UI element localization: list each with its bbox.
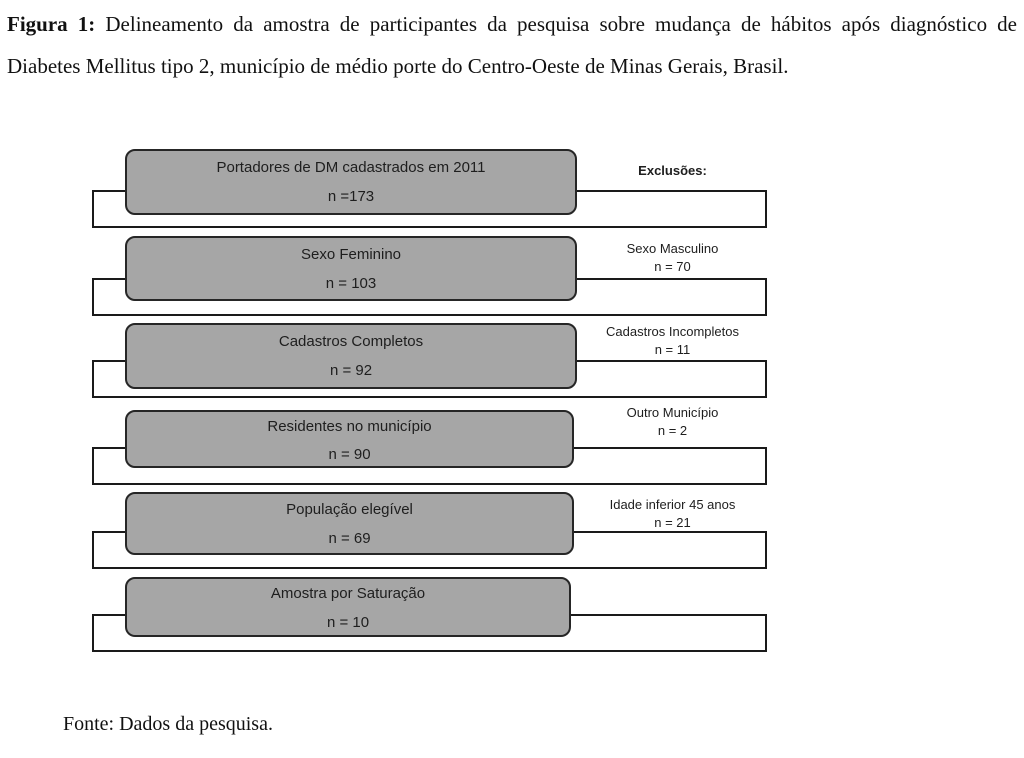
exclusion-label: Sexo Masculino <box>626 241 719 256</box>
stage-box-3 <box>125 323 577 389</box>
stage-count: n = 90 <box>328 446 371 463</box>
exclusion-note-4 <box>580 404 765 440</box>
exclusion-count: n = 70 <box>654 259 691 274</box>
stage-title: População elegível <box>286 501 413 518</box>
figure-source: Fonte: Dados da pesquisa. <box>63 713 273 735</box>
exclusion-count: n = 11 <box>654 342 691 357</box>
stage-box-2 <box>125 236 577 301</box>
stage-title: Cadastros Completos <box>278 333 424 350</box>
stage-box-6 <box>125 577 571 637</box>
stage-title: Portadores de DM cadastrados em 2011 <box>216 159 486 176</box>
stage-title: Residentes no município <box>267 418 432 435</box>
stage-count: n = 10 <box>326 614 370 631</box>
stage-count: n = 103 <box>325 275 377 292</box>
exclusion-count: n = 2 <box>657 423 688 438</box>
exclusion-label: Idade inferior 45 anos <box>609 497 736 512</box>
figure-caption-text: Delineamento da amostra de participantes da pesquisa sobre mudança de hábitos após diagnóstico de Diabetes Mellitus tipo 2, município de médio porte do Centro-Oeste de Minas Gerais, Brasil. <box>7 12 1017 78</box>
stage-box-4 <box>125 410 574 468</box>
stage-count: n = 69 <box>328 530 371 547</box>
exclusions-heading: Exclusões: <box>638 163 707 178</box>
figure-label: Figura 1: <box>7 12 96 36</box>
stage-box-1 <box>125 149 577 215</box>
stage-title: Amostra por Saturação <box>270 585 426 602</box>
exclusion-count: n = 21 <box>654 515 691 530</box>
exclusion-note-5 <box>580 496 765 532</box>
stage-count: n =173 <box>327 188 375 205</box>
stage-count: n = 92 <box>329 362 373 379</box>
exclusion-note-3 <box>580 323 765 359</box>
exclusion-label: Outro Município <box>626 405 719 420</box>
exclusion-label: Cadastros Incompletos <box>606 324 739 339</box>
stage-title: Sexo Feminino <box>300 246 402 263</box>
stage-box-5 <box>125 492 574 555</box>
figure-caption <box>7 3 1017 87</box>
exclusion-note-2 <box>580 240 765 276</box>
